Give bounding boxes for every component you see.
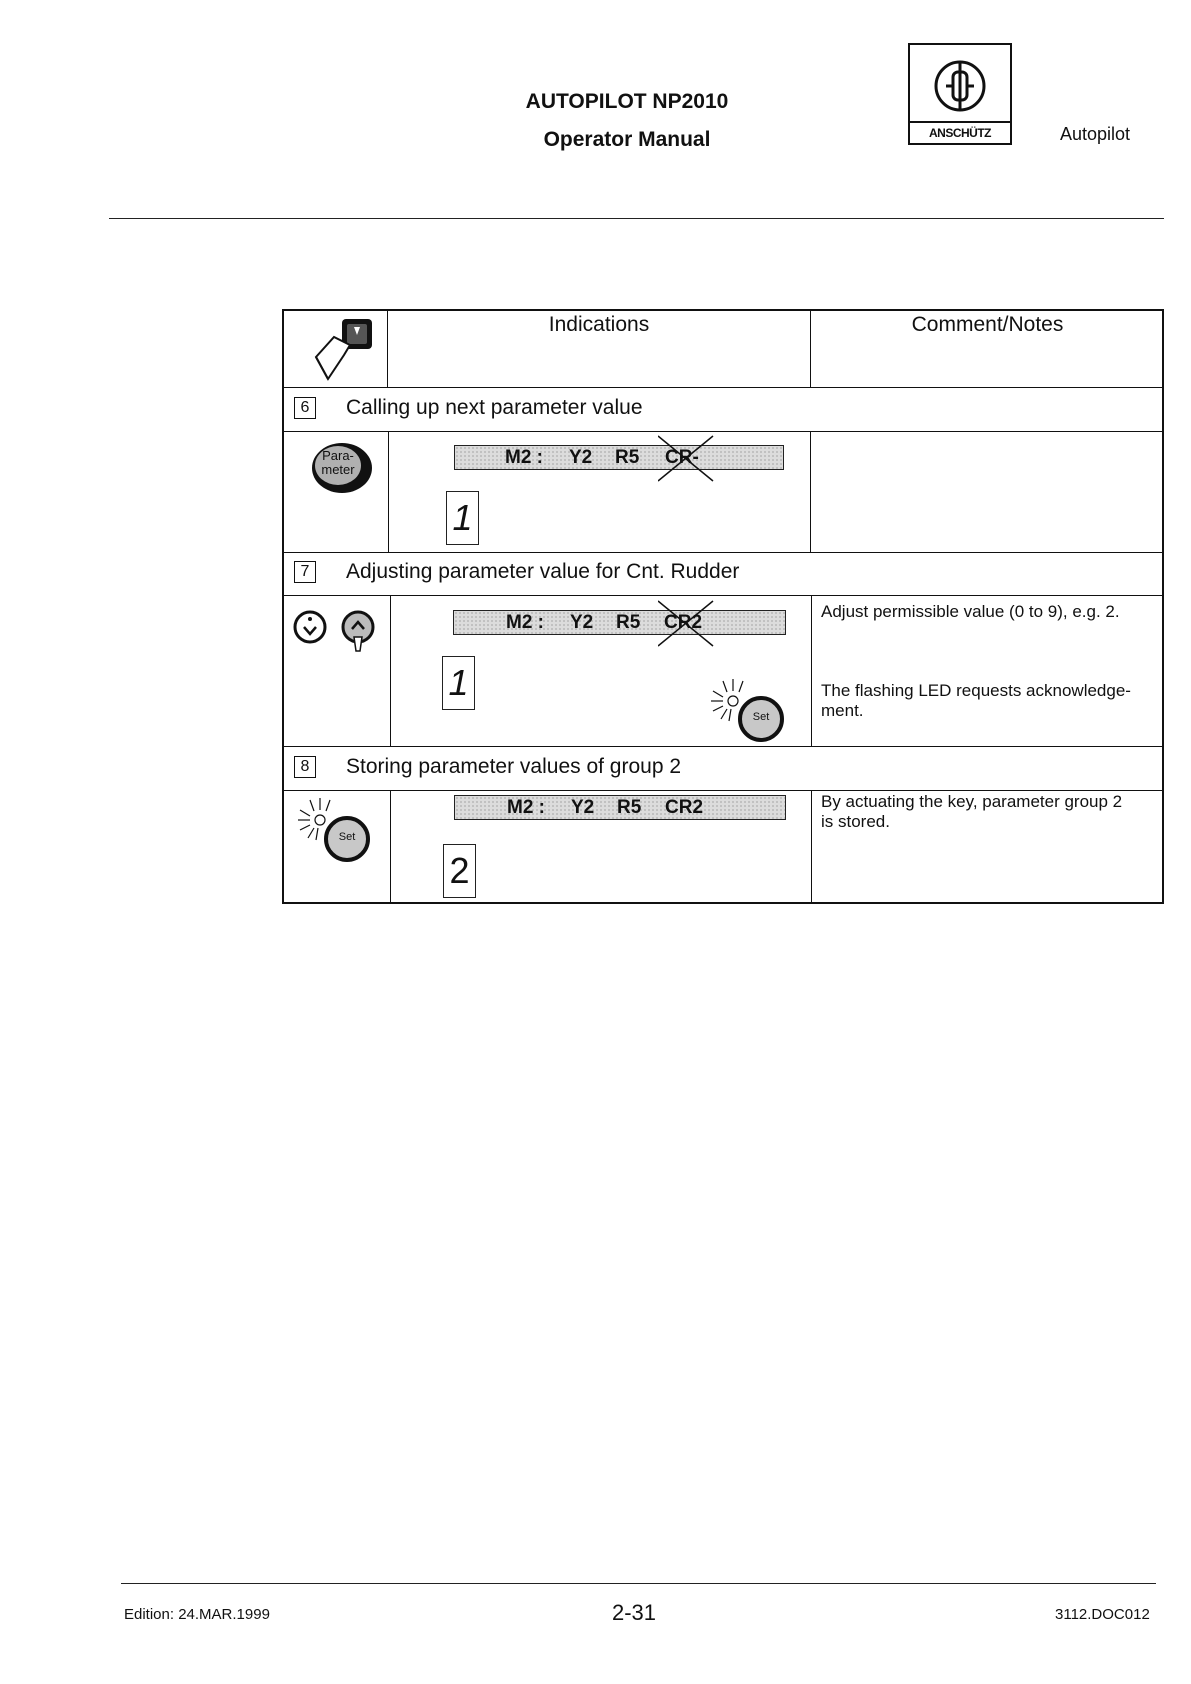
set-key-label: Set [752, 711, 770, 723]
comment-note: By actuating the key, parameter group 2 is stored. [821, 792, 1123, 831]
lcd-counter-rudder: CR2 [664, 612, 703, 633]
lcd-mode: M2 : [506, 612, 544, 633]
divider [811, 595, 812, 746]
footer-rule [121, 1583, 1156, 1584]
step-8-heading [294, 755, 681, 779]
parameter-key-label: Para- meter [315, 446, 361, 485]
step-7-heading [294, 560, 739, 584]
lcd-mode: M2 : [505, 447, 543, 468]
decrease-key-icon [295, 612, 325, 642]
lcd-rudder: R5 [615, 447, 640, 468]
step-number: 6 [294, 397, 316, 419]
document-number: 3112.DOC012 [1055, 1606, 1150, 1623]
section-label: Autopilot [1060, 124, 1131, 144]
segment-digit: 1 [452, 497, 473, 538]
divider [388, 431, 389, 552]
anschutz-logo [908, 43, 1012, 145]
divider [390, 790, 391, 904]
arrow-keys [292, 607, 392, 667]
comment-note: Adjust permissible value (0 to 9), e.g. 2. [821, 602, 1120, 621]
divider [811, 790, 812, 904]
divider [284, 552, 1162, 553]
lcd-mode: M2 : [507, 797, 545, 818]
lcd-counter-rudder: CR2 [665, 797, 704, 818]
divider [284, 387, 1162, 388]
lcd-yaw: Y2 [570, 612, 594, 633]
lcd-display [454, 795, 786, 820]
divider [284, 595, 1162, 596]
divider [284, 746, 1162, 747]
column-header-indications: Indications [548, 313, 650, 336]
lcd-counter-rudder: CR- [665, 447, 699, 468]
step-title: Calling up next parameter value [346, 396, 643, 419]
segment-digit: 1 [448, 662, 469, 703]
parameter-key [312, 443, 372, 493]
flashing-cross-icon [658, 431, 718, 486]
set-key [324, 816, 370, 862]
lcd-rudder: R5 [616, 612, 641, 633]
lcd-yaw: Y2 [569, 447, 593, 468]
press-arrow-icon [354, 637, 362, 651]
step-title: Storing parameter values of group 2 [346, 755, 682, 778]
lcd-yaw: Y2 [571, 797, 595, 818]
page-number: 2-31 [612, 1600, 657, 1625]
document-title: AUTOPILOT NP2010 [525, 90, 729, 113]
step-number: 7 [294, 561, 316, 583]
seven-segment-display [442, 656, 475, 710]
header-rule [109, 218, 1164, 219]
divider [810, 431, 811, 552]
document-subtitle: Operator Manual [543, 128, 711, 151]
column-header-comments: Comment/Notes [911, 313, 1064, 336]
brand-name: ANSCHÜTZ [910, 121, 1010, 143]
seven-segment-display [446, 491, 479, 545]
seven-segment-display [443, 844, 476, 898]
comment-note: The flashing LED requests acknowledge- ment. [821, 681, 1131, 720]
divider [284, 431, 1162, 432]
key-press-hand-icon [312, 315, 376, 385]
step-6-heading [294, 396, 643, 420]
procedure-table [282, 309, 1164, 904]
step-number: 8 [294, 756, 316, 778]
lcd-display [454, 445, 784, 470]
segment-digit: 2 [449, 850, 470, 891]
set-key [738, 696, 784, 742]
step-title: Adjusting parameter value for Cnt. Rudder [346, 560, 740, 583]
lcd-rudder: R5 [617, 797, 642, 818]
lcd-display [453, 610, 786, 635]
flashing-cross-icon [658, 596, 718, 651]
edition-date: Edition: 24.MAR.1999 [124, 1606, 270, 1623]
set-key-label: Set [338, 831, 356, 843]
anchor-emblem-icon [910, 45, 1010, 121]
divider [284, 790, 1162, 791]
